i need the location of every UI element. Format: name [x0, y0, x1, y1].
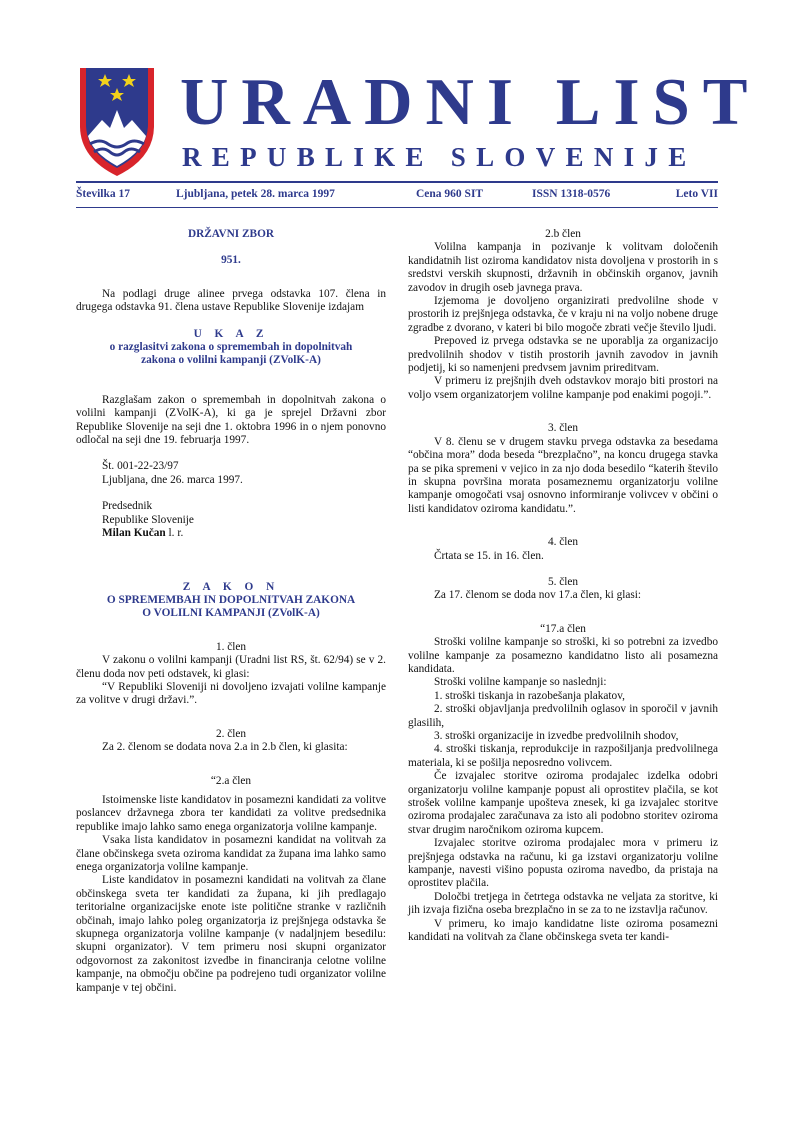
article-5-title: 5. člen — [547, 575, 579, 588]
signature-name — [76, 527, 386, 540]
proclamation-paragraph: Razglašam zakon o spremembah in dopolnitvah zakona o volilni kampanji (ZVolK-A), ki ga je sprejel Državni zbor Republike Slovenije na seji dne 1. oktobra 1996 in o njem ponovno odločal na seji dne 19. februarja 1997. — [76, 393, 386, 447]
reference-date: Ljubljana, dne 26. marca 1997. — [102, 473, 243, 486]
article-4-title: 4. člen — [547, 536, 579, 549]
signature-person: Milan Kučan — [102, 527, 166, 540]
article-1-paragraph-2: “V Republiki Sloveniji ni dovoljeno izvajati volilne kampanje za volitve v drugi državi.”. — [76, 680, 386, 707]
article-17a-paragraph-2: Stroški volilne kampanje so naslednji: — [434, 676, 607, 689]
signature-suffix: l. r. — [165, 527, 184, 540]
article-5-paragraph-1: Za 17. členom se doda nov 17.a člen, ki glasi: — [434, 589, 642, 602]
newspaper-title: URADNI LIST — [180, 65, 761, 139]
article-17a-paragraph-1: Stroški volilne kampanje so stroški, ki so potrebni za izvedbo volilne kampanje za posamezno kandidatno listo ali posamezna kandidata. — [408, 636, 718, 675]
article-2a-title: “2.a člen — [210, 774, 252, 787]
article-17a-paragraph-5: Določbi tretjega in četrtega odstavka ne veljata za storitve, ki jih izvaja fizična oseba brezplačno in se za to ne izstavlja računov. — [408, 890, 718, 917]
header-rule-bottom — [76, 207, 718, 208]
zakon-subtitle: O SPREMEMBAH IN DOPOLNITVAH ZAKONA O VOLILNI KAMPANJI (ZVolK-A) — [106, 593, 356, 620]
article-2a-paragraph-2: Vsaka lista kandidatov in posamezni kandidat na volitvah za člane občinskega sveta oziroma kandidat za župana ima lahko samo enega organizatorja volilne kampanje. — [76, 834, 386, 873]
item-number: 951. — [221, 254, 241, 267]
issue-volume: Leto VII — [675, 188, 718, 200]
article-17a-paragraph-3: Če izvajalec storitve oziroma prodajalec izdelka odobri organizatorju volilne kampanje popust ali oprostitev plačila, se kot strošek volilne kampanje upošteva znesek, ki ga izvajalec storitve oziroma prodajalec zaračunava za isto ali podobno storitev oziroma stvar drugim naročnikom oziroma kupcem. — [408, 770, 718, 836]
header-rule-top — [76, 181, 718, 183]
article-17a-item-3: 3. stroški organizacije in izvedbe predvolilnih shodov, — [434, 730, 679, 742]
article-17a-paragraph-4: Izvajalec storitve oziroma prodajalec mora v primeru iz prejšnjega odstavka na računu, ki ga izstavi organizatorju volilne kampanje, navesti višino popusta oziroma navedbo, da pristaja na oprostitev plačila. — [408, 837, 718, 890]
article-2b-paragraph-2: Izjemoma je dovoljeno organizirati predvolilne shode v prostorih iz prejšnjega odstavka, če v kraju ni na voljo nobene druge zgradbe z dvorano, v kateri bi bilo mogoče zbrati večje število ljudi. — [408, 295, 718, 334]
article-2a-paragraph-3: Liste kandidatov in posamezni kandidati na volitvah za člane občinskega sveta ter kandidati za župana, ki jih predlagajo teritorialne organizacijske enote iste politične stranke v različnih občinah, imajo lahko poleg organizatorja iz prejšnjega odstavka še skupnega organizatorja volilne kampanje (v nadaljnjem besedilu: skupni organizator). V tem primeru nosi skupni organizator odgovornost za zakonitost izvedbe in financiranja celotne volilne kampanje, na območju občine pa podrejeno tudi organizator volilne kampanje v tej občini. — [76, 874, 386, 994]
issue-date: Ljubljana, petek 28. marca 1997 — [176, 188, 335, 200]
article-2-title: 2. člen — [215, 727, 247, 740]
ukaz-subtitle: o razglasitvi zakona o spremembah in dopolnitvah zakona o volilni kampanji (ZVolK-A) — [109, 341, 353, 367]
issue-issn: ISSN 1318-0576 — [532, 188, 611, 200]
article-2a-paragraph-1: Istoimenske liste kandidatov in posamezni kandidati za volitve poslancev državnega zbora ter kandidati za volitve predsednika republike imajo lahko samo enega organizatorja volilne kampanje. — [76, 793, 386, 833]
article-4-paragraph-1: Črtata se 15. in 16. člen. — [434, 549, 544, 562]
issue-number: Številka 17 — [76, 188, 130, 200]
reference-number: Št. 001-22-23/97 — [102, 460, 179, 473]
issue-info-bar — [76, 188, 718, 206]
article-17a-paragraph-6: V primeru, ko imajo kandidatne liste oziroma posamezni kandidati na volitvah za člane občinskega sveta ter kandi- — [408, 917, 718, 944]
article-1-paragraph-1: V zakonu o volilni kampanji (Uradni list RS, št. 62/94) se v 2. členu doda nov peti odstavek, ki glasi: — [76, 654, 386, 680]
article-2b-title: 2.b člen — [545, 228, 581, 240]
article-17a-item-4: 4. stroški tiskanja, reprodukcije in razpošiljanja predvolilnega materiala, ki se pošilja neposredno volivcem. — [408, 743, 718, 769]
article-3-title: 3. člen — [547, 422, 579, 435]
article-2b-paragraph-1: Volilna kampanja in pozivanje k volitvam določenih kandidatnih list oziroma kandidatov nista dovoljena v prostorih in s sredstvi verskih skupnosti, državnih in občinskih organov, javnih zavodov in drugih oseb javnega prava. — [408, 241, 718, 294]
section-heading: DRŽAVNI ZBOR — [187, 228, 275, 240]
article-17a-title: “17.a člen — [540, 622, 586, 635]
right-column — [408, 228, 718, 945]
signature-org: Republike Slovenije — [102, 513, 194, 526]
article-1-title: 1. člen — [215, 640, 247, 653]
left-column — [76, 228, 386, 995]
zakon-title: Z A K O N — [182, 580, 280, 593]
issue-price: Cena 960 SIT — [416, 188, 484, 200]
article-3-paragraph-1: V 8. členu se v drugem stavku prvega odstavka za besedama “občina mora” doda beseda “brezplačno”, na koncu drugega stavka pa se pika spremeni v vejico in za njo doda besedilo “katerih število in skupna površina morata posameznemu organizatorju volilne kampanje omogočati vsaj osnovno informiranje volivcev v občini o listi kandidatov oziroma kandidatu.”. — [408, 435, 718, 515]
article-2b-paragraph-4: V primeru iz prejšnjih dveh odstavkov morajo biti prostori na voljo vsem organizatorjem volilne kampanje pod enakimi pogoji.”. — [408, 375, 718, 401]
article-2-paragraph-1: Za 2. členom se dodata nova 2.a in 2.b člen, ki glasita: — [102, 741, 348, 754]
article-2b-paragraph-3: Prepoved iz prvega odstavka se ne uporablja za organizacijo predvolilnih shodov v tistih prostorih javnih zavodov in javnih podjetij, ki so namenjeni predvsem javnim prireditvam. — [408, 335, 718, 375]
ukaz-title: U K A Z — [193, 327, 269, 340]
signature-role: Predsednik — [102, 500, 153, 513]
newspaper-subtitle: REPUBLIKE SLOVENIJE — [182, 142, 697, 172]
article-17a-item-1: 1. stroški tiskanja in razobešanja plakatov, — [434, 689, 625, 702]
article-17a-item-2: 2. stroški objavljanja predvolilnih oglasov in sporočil v javnih glasilih, — [408, 703, 718, 729]
coat-of-arms-icon — [76, 66, 158, 178]
intro-paragraph: Na podlagi druge alinee prvega odstavka 107. člena in drugega odstavka 91. člena ustave Republike Slovenije izdajam — [76, 287, 386, 314]
